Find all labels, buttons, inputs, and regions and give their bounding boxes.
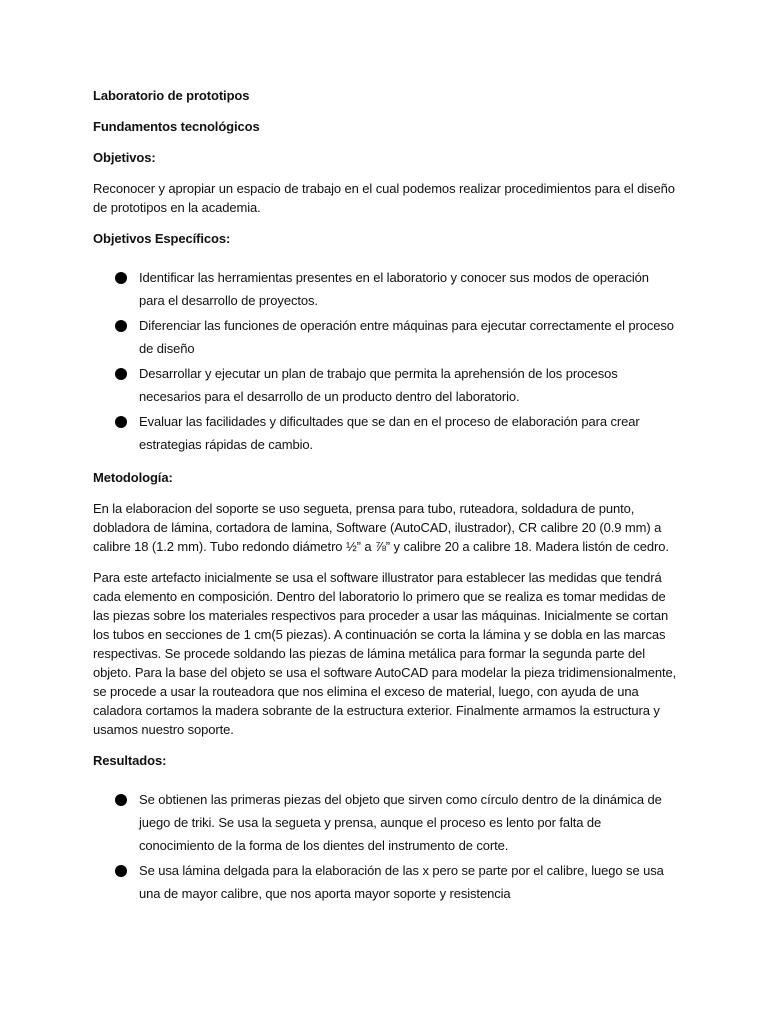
objectives-paragraph: Reconocer y apropiar un espacio de trabajo en el cual podemos realizar procedimientos para el diseño de prototipos en la academia. xyxy=(93,181,675,215)
bullet-icon xyxy=(115,320,127,332)
specific-objectives-heading: Objetivos Específicos: xyxy=(93,231,231,246)
results-list xyxy=(93,782,677,905)
list-item xyxy=(93,266,677,312)
bullet-icon xyxy=(115,272,127,284)
document-title: Laboratorio de prototipos xyxy=(93,88,250,103)
bullet-icon xyxy=(115,368,127,380)
list-item xyxy=(93,788,677,857)
methodology-paragraph-2: Para este artefacto inicialmente se usa el software illustrator para establecer las medidas que tendrá cada elemento en composición. Dentro del laboratorio lo primero que se realiza es tomar medidas de las piezas sobre los materiales respectivos para proceder a usar las máquinas. Inicialmente se cortan los tubos en secciones de 1 cm(5 piezas). A continuación se corta la lámina y se dobla en las marcas respectivas. Se procede soldando las piezas de lámina metálica para formar la segunda parte del objeto. Para la base del objeto se usa el software AutoCAD para modelar la pieza tridimensionalmente, se procede a usar la routeadora que nos elimina el exceso de material, luego, con ayuda de una caladora cortamos la madera sobrante de la estructura exterior. Finalmente armamos la estructura y usamos nuestro soporte. xyxy=(93,570,677,737)
list-item xyxy=(93,859,677,905)
document-body xyxy=(93,86,677,917)
methodology-heading: Metodología: xyxy=(93,470,173,485)
list-item-text: Evaluar las facilidades y dificultades que se dan en el proceso de elaboración para crear estrategias rápidas de cambio. xyxy=(139,414,640,452)
list-item-text: Desarrollar y ejecutar un plan de trabajo que permita la aprehensión de los procesos necesarios para el desarrollo de un producto dentro del laboratorio. xyxy=(139,366,618,404)
bullet-icon xyxy=(115,416,127,428)
list-item-text: Identificar las herramientas presentes en el laboratorio y conocer sus modos de operación para el desarrollo de proyectos. xyxy=(139,270,649,308)
bullet-icon xyxy=(115,865,127,877)
list-item-text: Diferenciar las funciones de operación entre máquinas para ejecutar correctamente el proceso de diseño xyxy=(139,318,674,356)
bullet-icon xyxy=(115,794,127,806)
methodology-paragraph-1: En la elaboracion del soporte se uso segueta, prensa para tubo, ruteadora, soldadura de punto, dobladora de lámina, cortadora de lamina, Software (AutoCAD, ilustrador), CR calibre 20 (0.9 mm) a calibre 18 (1.2 mm). Tubo redondo diámetro ½” a ⅞” y calibre 20 a calibre 18. Madera listón de cedro. xyxy=(93,501,669,554)
list-item-text: Se obtienen las primeras piezas del objeto que sirven como círculo dentro de la dinámica de juego de triki. Se usa la segueta y prensa, aunque el proceso es lento por falta de conocimiento de la forma de los dientes del instrumento de corte. xyxy=(139,792,662,853)
list-item xyxy=(93,314,677,360)
list-item xyxy=(93,410,677,456)
document-subtitle: Fundamentos tecnológicos xyxy=(93,119,260,134)
list-item xyxy=(93,362,677,408)
list-item-text: Se usa lámina delgada para la elaboración de las x pero se parte por el calibre, luego se usa una de mayor calibre, que nos aporta mayor soporte y resistencia xyxy=(139,863,664,901)
results-heading: Resultados: xyxy=(93,753,167,768)
objectives-heading: Objetivos: xyxy=(93,150,156,165)
specific-objectives-list xyxy=(93,260,677,456)
